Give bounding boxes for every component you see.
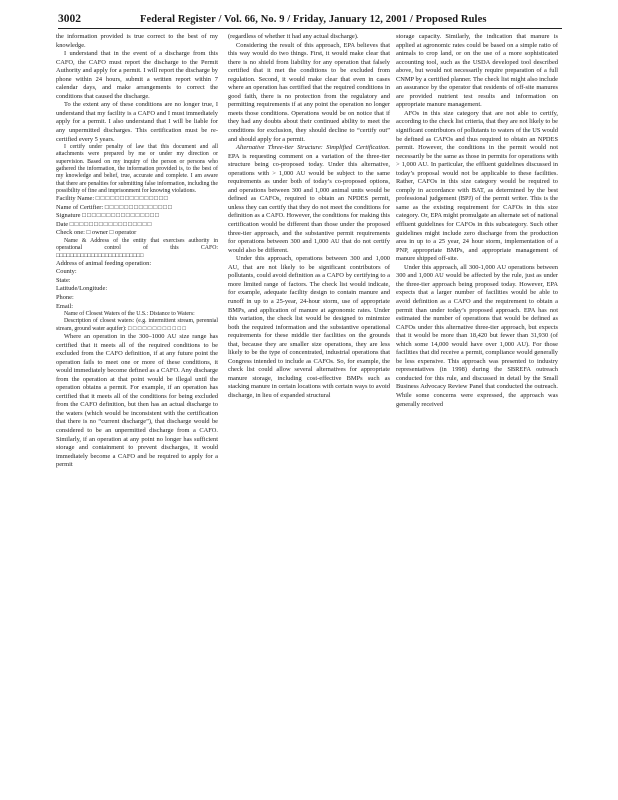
paragraph [228, 42, 390, 145]
form-field-label: Facility Name: [56, 195, 95, 203]
form-field-label: Name of Certifier: [56, 203, 104, 211]
running-title: Federal Register / Vol. 66, No. 9 / Friday, January 12, 2001 / Proposed Rules [140, 14, 487, 25]
paragraph-text: EPA is requesting comment on a variation of the three-tier structure being co-proposed today. Under this alternative, operations with > 1,000 AU would be subject to the same requirements as under both of today’s co-proposed options, and operations between 300 and 1,000 animal units would be defined as CAFOs, required to obtain an NPDES permit, unless they can certify that they do not meet the conditions for definition as a CAFO. However, the conditions for making this certification would be different than those under the proposed three-tier approach, and the substantive permit requirements for operations between 300 and 1,000 AU that do not certify would also be different. [228, 152, 390, 254]
paragraph [56, 303, 218, 312]
paragraph-text: the information provided is true correct to the best of my knowledge. [56, 33, 218, 49]
paragraph-text: I certify under penalty of law that this document and all attachments were prepared by me or under my direction or supervision. Based on my inquiry of the person or persons who gathered the information, the information provided is, to the best of my knowledge and belief, true, accurate and complete. I am aware that there are penalties for submitting false information, including the possibility of fine and imprisonment for knowing violations. [56, 144, 218, 194]
paragraph-text: Name of Closest Waters of the U.S.: Distance to Waters: [64, 311, 195, 318]
paragraph [56, 285, 218, 294]
paragraph [228, 33, 390, 42]
paragraph-text: Considering the result of this approach, EPA believes that this way would do two things. First, it would make clear that there is no shield from liability for any operation that falsely certified that it met the conditions to be excluded from regulation. Second, it would make clear that even in cases where an operation has certified that the required conditions in good faith, there is no protection from the regulatory and permitting requirements if at any point the operation no longer meets those conditions. Operations would be on notice that if they had any doubts about their continued ability to meet the conditions for exclusion, they should decline to “certify out” and should apply for a permit. [228, 41, 390, 143]
paragraph [56, 50, 218, 101]
paragraph-text: AFOs in this size category that are not able to certify, according to the check list criteria, that they are not likely to be significant contributors of pollutants to waters of the US would be defined as CAFOs and thus required to obtain an NPDES permit. However, the conditions in the permit would not necessarily be the same as those in permits for operations with > 1,000 AU. In particular, the effluent guidelines discussed in today’s proposal would not be applicable to these facilities. Rather, CAFOs in this size category would be required to comply in accordance with BAT, as determined by the best professional judgement (BPJ) of the permit writer. This is the same as the existing requirement for CAFOs in this size category. Or, EPA might promulgate an alternate set of national effluent guidelines for CAFOs in this subcategory. Such other guidelines might include zero discharge from the production area in up to a 25 year, 24 hour storm, implementation of a PNP, appropriate BMPs, and appropriate management of manure shipped off-site. [396, 109, 558, 263]
page-header [58, 12, 562, 29]
paragraph-text: Under this approach, all 300-1,000 AU operations between 300 and 1,000 AU would be affected by the rule, just as under the three-tier approach being proposed today. However, EPA expects that a larger number of facilities would be able to avoid definition as a CAFO and the requirement to obtain a permit than under today’s proposed approach. EPA has not estimated the number of operations that would be defined as CAFOs under this alternative three-tier approach, but expects that it would be more than 18,420 but fewer than 31,930 (of which some 14,000 would have over 1,000 AU). For those facilities that did receive a permit, compliance would generally be less expensive. This approach was presented to industry representatives (in 1998) during the SBREFA outreach conducted for this rule, and discussed in detail by the Small Business Advocacy Review Panel that conducted the outreach. While some concerns were expressed, the approach was generally received [396, 263, 558, 408]
form-field-row [56, 204, 218, 213]
paragraph-text: storage capacity. Similarly, the indication that manure is applied at agronomic rates could be based on a simple ratio of animals to crop land, or on the use of a more sophisticated accounting tool, such as the USDA developed tool described above, but would not necessarily require preparation of a full CNMP by a certified planner. The check list might also include an assurance by the operator that residents of off-site manures are provided nutrient test results and information on appropriate manure management. [396, 33, 558, 109]
paragraph [56, 333, 218, 470]
form-field-boxes: □□□□□□□□□□□□□□ [104, 203, 173, 211]
form-field-label: Date [56, 220, 69, 228]
paragraph [56, 294, 218, 303]
paragraph-text: To the extent any of these conditions are no longer true, I understand that my facility is a CAFO and I must immediately apply for a permit. I also understand that I will be liable for any unpermitted discharges. This certification must be re-certified every 5 years. [56, 101, 218, 143]
form-field-label: Signature [56, 212, 81, 220]
form-field-row [56, 221, 218, 230]
paragraph-text: Description of closest waters: (e.g. intermittent stream, perennial stream, ground water aquifer): □ □ □ □ □ □ □ □ □ □ □ □ [56, 318, 218, 332]
paragraph [56, 260, 218, 269]
paragraph [56, 277, 218, 286]
paragraph-text: Email: [56, 302, 74, 310]
paragraph-text: Under this approach, operations between 300 and 1,000 AU, that are not likely to be significant contributors of pollutants, could avoid definition as a CAFO by certifying to a more limited range of factors. The check list would indicate, for example, adequate facility design to contain manure and runoff in up to a 25-year, 24-hour storm, use of appropriate BMPs, and application of manure at agronomic rates. Under this variation, the check list would be designed to minimize both the required information and the substantive operational requirements for these middle tier facilities on the grounds that, because they are smaller size operations, they are less likely to be the type of concentrated, industrial operations that Congress intended to include as CAFOs. So, for example, the check list could allow several alternatives for appropriate manure storage, including cost-effective BMPs such as stacking manure in certain locations with certain ways to avoid discharge, in lieu of expanded structural [228, 255, 390, 399]
paragraph-text: Address of animal feeding operation: [56, 259, 152, 267]
paragraph [396, 33, 558, 110]
form-field-row [56, 195, 218, 204]
paragraph [396, 110, 558, 264]
form-field-boxes: □□□□□□□□□□□□□□□□□ [69, 220, 153, 228]
paragraph [396, 264, 558, 409]
paragraph [56, 229, 218, 238]
paragraph-text: Name & Address of the entity that exercises authority in operational control of this CAFO: □□□□□□□□□□□□□□□□□□□□□□□□□ [56, 237, 218, 259]
paragraph [56, 33, 218, 50]
paragraph [56, 101, 218, 144]
paragraph [56, 268, 218, 277]
paragraph-text: Phone: [56, 294, 74, 301]
form-field-boxes: □□□□□□□□□□□□□□□ [95, 195, 169, 203]
form-field-boxes: □□□□□□□□□□□□□□□□ [82, 212, 160, 220]
text-column-1 [56, 33, 218, 470]
text-column-2 [228, 33, 390, 401]
page-number: 3002 [58, 13, 81, 25]
paragraph-heading: Alternative Three-tier Structure: Simplified Certification. [236, 144, 390, 152]
paragraph [228, 144, 390, 255]
text-column-3 [396, 33, 558, 409]
paragraph-text: State: [56, 276, 71, 284]
paragraph [56, 318, 218, 333]
paragraph [56, 238, 218, 260]
paragraph [56, 144, 218, 195]
paragraph-text: Check one: □ owner □ operator [56, 229, 137, 237]
paragraph-text: (regardless of whether it had any actual discharge). [228, 33, 359, 40]
paragraph-text: County: [56, 268, 77, 276]
paragraph-text: I understand that in the event of a discharge from this CAFO, the CAFO must report the discharge to the Permit Authority and apply for a permit. I will report the discharge by phone within 24 hours, submit a written report within 7 calendar days, and make arrangements to correct the conditions that caused the discharge. [56, 50, 218, 100]
paragraph [228, 255, 390, 400]
paragraph-text: Where an operation in the 300–1000 AU size range has certified that it meets all of the required conditions to be excluded from the CAFO definition, if at any future point the operation fails to meet one or more of these conditions, it would immediately become defined as a CAFO. Any discharge from the operation at that point would be illegal until the operation obtains a permit. For example, if an operation has certified that it meets all of the conditions for being excluded from the CAFO definition, but then has an actual discharge to the waters (which would be inconsistent with the certification that there is no “current discharge”), that discharge would be considered to be an unpermitted discharge from a CAFO. Similarly, if an operation at any point no longer has sufficient storage and containment to prevent discharges, it would immediately become a CAFO and be required to apply for a permit [56, 332, 218, 469]
paragraph-text: Latitude/Longitude: [56, 285, 108, 293]
form-field-row [56, 212, 218, 221]
